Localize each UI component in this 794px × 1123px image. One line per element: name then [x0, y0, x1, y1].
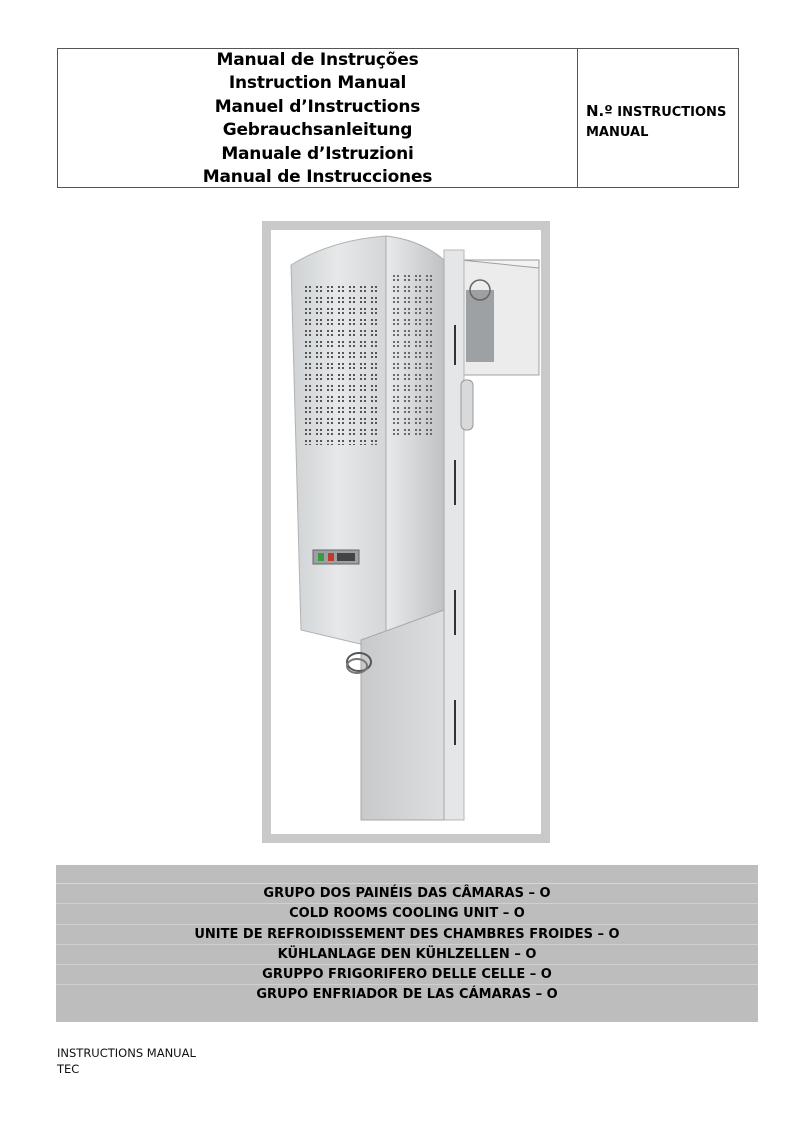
title-en: Instruction Manual	[228, 73, 407, 93]
product-photo	[271, 230, 541, 834]
product-photo-frame	[262, 221, 550, 843]
product-title-pt: GRUPO DOS PAINÉIS DAS CÂMARAS – O	[56, 884, 758, 904]
product-title-de: KÜHLANLAGE DEN KÜHLZELLEN – O	[56, 945, 758, 965]
product-title-fr: UNITE DE REFROIDISSEMENT DES CHAMBRES FROIDES – O	[56, 925, 758, 945]
manual-titles	[58, 49, 578, 187]
title-it: Manuale d’Istruzioni	[221, 143, 414, 164]
cooling-unit-illustration	[271, 230, 541, 834]
footer-line-1: INSTRUCTIONS MANUAL	[57, 1046, 196, 1060]
title-pt: Manual de Instruções	[216, 49, 419, 70]
number-label-1: INSTRUCTIONS	[617, 105, 727, 120]
page-footer	[57, 1045, 196, 1077]
title-es: Manual de Instrucciones	[202, 167, 433, 187]
title-fr: Manuel d’Instructions	[214, 96, 421, 117]
product-title-es: GRUPO ENFRIADOR DE LAS CÁMARAS – O	[256, 987, 558, 1003]
footer-line-2: TEC	[57, 1062, 80, 1076]
product-title-list	[56, 884, 758, 1005]
number-prefix: N.º	[586, 102, 613, 120]
product-title-en: COLD ROOMS COOLING UNIT – O	[56, 904, 758, 924]
product-title-band	[56, 865, 758, 1022]
manual-number-cell	[578, 49, 738, 187]
title-de: Gebrauchsanleitung	[222, 120, 413, 140]
number-label-2: MANUAL	[586, 125, 649, 140]
header-table	[57, 48, 739, 188]
product-title-it: GRUPPO FRIGORIFERO DELLE CELLE – O	[56, 965, 758, 985]
